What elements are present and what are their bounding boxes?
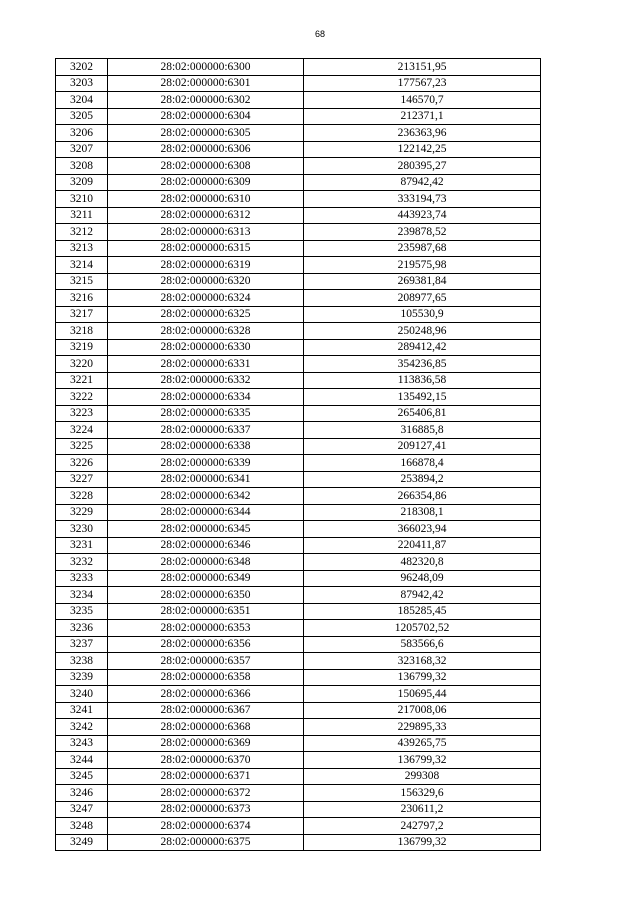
row-number-cell: 3217 [56,306,108,323]
cadastral-value-cell: 253894,2 [304,471,541,488]
row-number-cell: 3231 [56,537,108,554]
table-row [56,240,541,257]
cadastral-number-cell: 28:02:000000:6339 [108,455,304,472]
cadastral-number-cell: 28:02:000000:6312 [108,207,304,224]
row-number-cell: 3244 [56,752,108,769]
cadastral-value-cell: 218308,1 [304,504,541,521]
cadastral-number-cell: 28:02:000000:6328 [108,323,304,340]
row-number-cell: 3202 [56,59,108,76]
cadastral-value-cell: 135492,15 [304,389,541,406]
row-number-cell: 3205 [56,108,108,125]
table-row [56,158,541,175]
cadastral-value-cell: 266354,86 [304,488,541,505]
cadastral-value-cell: 113836,58 [304,372,541,389]
cadastral-value-cell: 323168,32 [304,653,541,670]
row-number-cell: 3221 [56,372,108,389]
row-number-cell: 3223 [56,405,108,422]
cadastral-number-cell: 28:02:000000:6306 [108,141,304,158]
cadastral-number-cell: 28:02:000000:6338 [108,438,304,455]
row-number-cell: 3234 [56,587,108,604]
cadastral-number-cell: 28:02:000000:6332 [108,372,304,389]
cadastral-number-cell: 28:02:000000:6320 [108,273,304,290]
cadastral-value-cell: 443923,74 [304,207,541,224]
table-row [56,801,541,818]
row-number-cell: 3204 [56,92,108,109]
cadastral-number-cell: 28:02:000000:6334 [108,389,304,406]
cadastral-value-cell: 299308 [304,768,541,785]
row-number-cell: 3240 [56,686,108,703]
table-row [56,587,541,604]
table-row [56,735,541,752]
table-row [56,174,541,191]
cadastral-value-cell: 269381,84 [304,273,541,290]
cadastral-value-cell: 280395,27 [304,158,541,175]
cadastral-value-cell: 235987,68 [304,240,541,257]
cadastral-number-cell: 28:02:000000:6301 [108,75,304,92]
table-row [56,719,541,736]
table-row [56,273,541,290]
cadastral-value-cell: 439265,75 [304,735,541,752]
cadastral-number-cell: 28:02:000000:6330 [108,339,304,356]
table-row [56,356,541,373]
cadastral-value-cell: 185285,45 [304,603,541,620]
row-number-cell: 3206 [56,125,108,142]
table-row [56,422,541,439]
table-row [56,224,541,241]
table-row [56,603,541,620]
cadastral-number-cell: 28:02:000000:6310 [108,191,304,208]
row-number-cell: 3248 [56,818,108,835]
cadastral-number-cell: 28:02:000000:6300 [108,59,304,76]
cadastral-value-cell: 482320,8 [304,554,541,571]
row-number-cell: 3226 [56,455,108,472]
cadastral-number-cell: 28:02:000000:6309 [108,174,304,191]
table-row [56,488,541,505]
row-number-cell: 3216 [56,290,108,307]
cadastral-value-cell: 239878,52 [304,224,541,241]
cadastral-number-cell: 28:02:000000:6375 [108,834,304,851]
table-row [56,636,541,653]
row-number-cell: 3214 [56,257,108,274]
cadastral-value-cell: 212371,1 [304,108,541,125]
table-row [56,455,541,472]
cadastral-value-cell: 208977,65 [304,290,541,307]
cadastral-value-cell: 333194,73 [304,191,541,208]
table-row [56,323,541,340]
cadastral-value-cell: 213151,95 [304,59,541,76]
cadastral-number-cell: 28:02:000000:6315 [108,240,304,257]
table-row [56,785,541,802]
table-body [56,59,541,851]
cadastral-value-cell: 177567,23 [304,75,541,92]
cadastral-value-cell: 366023,94 [304,521,541,538]
cadastral-number-cell: 28:02:000000:6319 [108,257,304,274]
cadastral-number-cell: 28:02:000000:6324 [108,290,304,307]
cadastral-value-cell: 242797,2 [304,818,541,835]
table-row [56,521,541,538]
table-row [56,669,541,686]
table-row [56,257,541,274]
table-row [56,570,541,587]
cadastral-number-cell: 28:02:000000:6313 [108,224,304,241]
cadastral-number-cell: 28:02:000000:6351 [108,603,304,620]
row-number-cell: 3242 [56,719,108,736]
row-number-cell: 3238 [56,653,108,670]
cadastral-number-cell: 28:02:000000:6341 [108,471,304,488]
table-row [56,125,541,142]
table-row [56,702,541,719]
row-number-cell: 3230 [56,521,108,538]
table-row [56,537,541,554]
table-row [56,108,541,125]
row-number-cell: 3239 [56,669,108,686]
row-number-cell: 3203 [56,75,108,92]
cadastral-number-cell: 28:02:000000:6369 [108,735,304,752]
cadastral-number-cell: 28:02:000000:6331 [108,356,304,373]
row-number-cell: 3236 [56,620,108,637]
cadastral-number-cell: 28:02:000000:6349 [108,570,304,587]
table-row [56,405,541,422]
cadastral-value-cell: 583566,6 [304,636,541,653]
table-row [56,768,541,785]
cadastral-value-cell: 122142,25 [304,141,541,158]
cadastral-value-cell: 87942,42 [304,174,541,191]
cadastral-value-cell: 289412,42 [304,339,541,356]
cadastral-value-cell: 136799,32 [304,834,541,851]
table-row [56,290,541,307]
cadastral-number-cell: 28:02:000000:6358 [108,669,304,686]
cadastral-value-cell: 96248,09 [304,570,541,587]
row-number-cell: 3209 [56,174,108,191]
row-number-cell: 3237 [56,636,108,653]
row-number-cell: 3211 [56,207,108,224]
table-row [56,207,541,224]
cadastral-number-cell: 28:02:000000:6335 [108,405,304,422]
cadastral-value-cell: 166878,4 [304,455,541,472]
cadastral-number-cell: 28:02:000000:6304 [108,108,304,125]
row-number-cell: 3241 [56,702,108,719]
cadastral-number-cell: 28:02:000000:6356 [108,636,304,653]
cadastral-value-cell: 265406,81 [304,405,541,422]
cadastral-value-cell: 250248,96 [304,323,541,340]
cadastral-number-cell: 28:02:000000:6337 [108,422,304,439]
row-number-cell: 3212 [56,224,108,241]
cadastral-number-cell: 28:02:000000:6345 [108,521,304,538]
row-number-cell: 3207 [56,141,108,158]
cadastral-number-cell: 28:02:000000:6305 [108,125,304,142]
cadastral-value-cell: 219575,98 [304,257,541,274]
row-number-cell: 3235 [56,603,108,620]
cadastral-value-cell: 354236,85 [304,356,541,373]
cadastral-value-cell: 136799,32 [304,669,541,686]
table-row [56,834,541,851]
row-number-cell: 3224 [56,422,108,439]
cadastral-number-cell: 28:02:000000:6372 [108,785,304,802]
row-number-cell: 3228 [56,488,108,505]
row-number-cell: 3208 [56,158,108,175]
cadastral-number-cell: 28:02:000000:6368 [108,719,304,736]
cadastral-number-cell: 28:02:000000:6373 [108,801,304,818]
cadastral-number-cell: 28:02:000000:6370 [108,752,304,769]
row-number-cell: 3249 [56,834,108,851]
cadastral-number-cell: 28:02:000000:6344 [108,504,304,521]
page-number: 68 [314,29,325,39]
cadastral-number-cell: 28:02:000000:6350 [108,587,304,604]
cadastral-number-cell: 28:02:000000:6366 [108,686,304,703]
cadastral-number-cell: 28:02:000000:6357 [108,653,304,670]
table-row [56,59,541,76]
table-row [56,471,541,488]
table-row [56,620,541,637]
row-number-cell: 3229 [56,504,108,521]
table-row [56,75,541,92]
table-row [56,191,541,208]
cadastral-value-cell: 105530,9 [304,306,541,323]
cadastral-value-cell: 150695,44 [304,686,541,703]
row-number-cell: 3215 [56,273,108,290]
table-row [56,504,541,521]
table-row [56,653,541,670]
cadastral-number-cell: 28:02:000000:6302 [108,92,304,109]
row-number-cell: 3222 [56,389,108,406]
row-number-cell: 3225 [56,438,108,455]
row-number-cell: 3227 [56,471,108,488]
cadastral-value-cell: 316885,8 [304,422,541,439]
row-number-cell: 3219 [56,339,108,356]
cadastral-value-table [55,58,541,851]
cadastral-number-cell: 28:02:000000:6308 [108,158,304,175]
row-number-cell: 3218 [56,323,108,340]
row-number-cell: 3246 [56,785,108,802]
cadastral-number-cell: 28:02:000000:6325 [108,306,304,323]
table-row [56,438,541,455]
table-row [56,339,541,356]
row-number-cell: 3220 [56,356,108,373]
cadastral-value-cell: 209127,41 [304,438,541,455]
cadastral-value-cell: 136799,32 [304,752,541,769]
cadastral-value-cell: 220411,87 [304,537,541,554]
cadastral-value-cell: 230611,2 [304,801,541,818]
cadastral-value-cell: 229895,33 [304,719,541,736]
row-number-cell: 3233 [56,570,108,587]
row-number-cell: 3243 [56,735,108,752]
table-row [56,306,541,323]
table-row [56,818,541,835]
cadastral-number-cell: 28:02:000000:6346 [108,537,304,554]
cadastral-value-cell: 87942,42 [304,587,541,604]
cadastral-number-cell: 28:02:000000:6342 [108,488,304,505]
table-row [56,752,541,769]
cadastral-value-cell: 146570,7 [304,92,541,109]
table-row [56,92,541,109]
row-number-cell: 3245 [56,768,108,785]
cadastral-number-cell: 28:02:000000:6367 [108,702,304,719]
cadastral-number-cell: 28:02:000000:6348 [108,554,304,571]
table-row [56,141,541,158]
table-row [56,372,541,389]
cadastral-value-cell: 236363,96 [304,125,541,142]
row-number-cell: 3247 [56,801,108,818]
row-number-cell: 3210 [56,191,108,208]
cadastral-value-cell: 1205702,52 [304,620,541,637]
table-row [56,686,541,703]
table-row [56,389,541,406]
cadastral-value-cell: 156329,6 [304,785,541,802]
cadastral-value-cell: 217008,06 [304,702,541,719]
cadastral-number-cell: 28:02:000000:6374 [108,818,304,835]
row-number-cell: 3213 [56,240,108,257]
row-number-cell: 3232 [56,554,108,571]
cadastral-number-cell: 28:02:000000:6353 [108,620,304,637]
table-row [56,554,541,571]
cadastral-number-cell: 28:02:000000:6371 [108,768,304,785]
